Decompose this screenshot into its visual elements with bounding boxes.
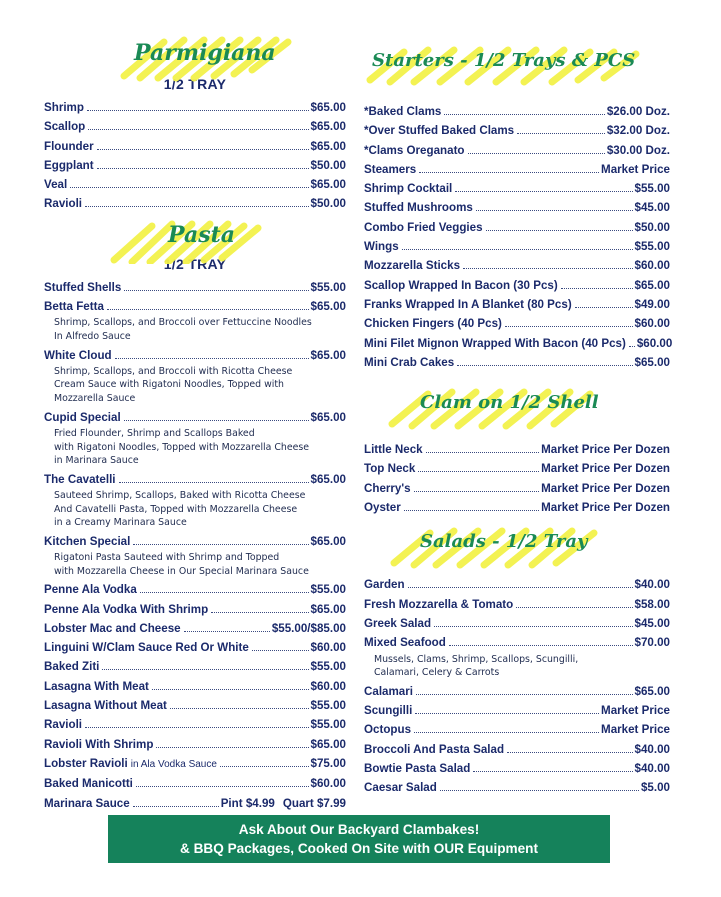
menu-item	[364, 759, 670, 778]
menu-item	[44, 98, 346, 117]
menu-item-note: in Ala Vodka Sauce	[130, 758, 217, 770]
menu-item-name: Penne Ala Vodka With Shrimp	[44, 602, 209, 616]
menu-item	[364, 440, 670, 459]
menu-item-price: $65.00	[310, 737, 346, 751]
description-line: Mussels, Clams, Shrimp, Scallops, Scungilli,	[374, 653, 579, 665]
dot-leader	[211, 612, 308, 613]
parmigiana-banner	[44, 36, 346, 76]
menu-item	[44, 600, 346, 619]
menu-item-name: Marinara Sauce	[44, 796, 130, 810]
menu-item-description	[374, 653, 670, 680]
menu-item-name: Scallop Wrapped In Bacon (30 Pcs)	[364, 278, 558, 292]
description-line: In Alfredo Sauce	[54, 330, 131, 342]
description-line: in Marinara Sauce	[54, 455, 139, 467]
menu-item	[364, 740, 670, 759]
menu-item	[364, 614, 670, 633]
dot-leader	[119, 482, 309, 483]
dot-leader	[473, 771, 632, 772]
menu-item	[364, 121, 670, 140]
menu-item-price: $60.00	[636, 336, 673, 350]
menu-item	[44, 638, 346, 657]
menu-item-name: Mixed Seafood	[364, 636, 446, 650]
dot-leader	[457, 365, 632, 366]
description-line: Cream Sauce with Rigatoni Noodles, Topped with	[54, 379, 284, 391]
menu-item-name: Shrimp Cocktail	[364, 182, 453, 196]
dot-leader	[444, 114, 605, 115]
dot-leader	[402, 249, 633, 250]
menu-item	[364, 701, 670, 720]
menu-item-price: $60.00	[310, 641, 346, 655]
dot-leader	[156, 747, 308, 748]
menu-item-price: $60.00	[634, 317, 670, 331]
menu-item	[364, 198, 670, 217]
starters-list	[364, 102, 673, 372]
menu-item-price: $40.00	[634, 742, 670, 756]
menu-item	[44, 194, 346, 213]
pasta-list	[44, 278, 346, 813]
menu-item-description	[54, 365, 346, 406]
menu-item-price: $65.00	[310, 410, 346, 424]
dot-leader	[575, 307, 633, 308]
dot-leader	[476, 210, 633, 211]
menu-item-price: $50.00	[634, 220, 670, 234]
menu-item-name: Lasagna Without Meat	[44, 699, 167, 713]
dot-leader	[414, 732, 599, 733]
menu-item	[44, 774, 346, 793]
dot-leader	[507, 752, 633, 753]
menu-item	[44, 794, 346, 813]
description-line: Shrimp, Scallops, and Broccoli over Fettuccine Noodles	[54, 317, 312, 329]
menu-item-price: $65.00	[310, 472, 346, 486]
menu-item-description	[54, 316, 346, 343]
menu-item-price: $65.00	[310, 348, 346, 362]
menu-item-name: Top Neck	[364, 462, 416, 476]
dot-leader	[115, 358, 309, 359]
dot-leader	[184, 631, 270, 632]
menu-item-price: Market Price	[601, 723, 670, 737]
menu-item-name: Combo Fried Veggies	[364, 220, 483, 234]
description-line: Mozzarella Sauce	[54, 393, 136, 405]
dot-leader	[170, 708, 309, 709]
menu-item	[44, 657, 346, 676]
menu-item-name: Octopus	[364, 723, 412, 737]
menu-item-price: Pint $4.99	[220, 796, 275, 810]
dot-leader	[88, 129, 308, 130]
menu-item-price: $70.00	[634, 636, 670, 650]
menu-item-name: Veal	[44, 178, 68, 192]
menu-item-price: $55.00	[310, 699, 346, 713]
menu-item	[44, 297, 346, 316]
pasta-subtitle: 1/2 TRAY	[163, 255, 227, 272]
menu-item	[364, 633, 670, 652]
menu-item-name: Mini Filet Mignon Wrapped With Bacon (40 Pcs)	[364, 336, 626, 350]
parmigiana-title: Parmigiana	[134, 40, 276, 66]
dot-leader	[629, 346, 635, 347]
dot-leader	[419, 172, 599, 173]
salads-list	[364, 575, 670, 797]
menu-item-name: Ravioli	[44, 718, 83, 732]
menu-item	[364, 256, 670, 275]
dot-leader	[415, 713, 599, 714]
dot-leader	[414, 491, 540, 492]
menu-item-price: $55.00	[634, 240, 670, 254]
description-line: Calamari, Celery & Carrots	[374, 667, 500, 679]
menu-item-description	[54, 551, 346, 578]
clams-list	[364, 440, 670, 517]
dot-leader	[516, 607, 632, 608]
menu-item-name: Wings	[364, 240, 399, 254]
menu-item-price: $65.00	[310, 139, 346, 153]
menu-item	[44, 137, 346, 156]
menu-item	[44, 117, 346, 136]
menu-item-name: Penne Ala Vodka	[44, 583, 137, 597]
dot-leader	[152, 689, 309, 690]
menu-item	[364, 459, 670, 478]
menu-item	[44, 715, 346, 734]
pasta-title: Pasta	[168, 221, 236, 248]
menu-item-price: Market Price Per Dozen	[541, 501, 670, 515]
menu-item-name: Fresh Mozzarella & Tomato	[364, 597, 514, 611]
dot-leader	[418, 471, 539, 472]
menu-item-name: Eggplant	[44, 158, 94, 172]
clams-title: Clam on 1/2 Shell	[420, 392, 599, 414]
menu-item-price: $55.00	[310, 583, 346, 597]
menu-item-name: *Over Stuffed Baked Clams	[364, 124, 515, 138]
dot-leader	[468, 153, 605, 154]
menu-item	[44, 619, 346, 638]
menu-item-name: Broccoli And Pasta Salad	[364, 742, 505, 756]
menu-item-name: Lasagna With Meat	[44, 679, 149, 693]
menu-item	[44, 677, 346, 696]
pasta-banner	[44, 218, 346, 256]
menu-item-name: Greek Salad	[364, 616, 432, 630]
menu-item-name: Cherry's	[364, 481, 411, 495]
dot-leader	[416, 694, 633, 695]
dot-leader	[486, 230, 633, 231]
menu-item	[364, 720, 670, 739]
menu-item-name: Flounder	[44, 139, 94, 153]
dot-leader	[140, 592, 309, 593]
parmigiana-list	[44, 98, 346, 214]
menu-item	[44, 754, 346, 774]
menu-item	[364, 498, 670, 517]
dot-leader	[107, 309, 309, 310]
menu-item	[44, 175, 346, 194]
menu-item-price: $65.00	[310, 178, 346, 192]
menu-item	[44, 696, 346, 715]
dot-leader	[449, 645, 633, 646]
dot-leader	[133, 544, 308, 545]
menu-item-price: $30.00 Doz.	[606, 143, 670, 157]
description-line: Shrimp, Scallops, and Broccoli with Ricotta Cheese	[54, 365, 293, 377]
menu-item	[364, 778, 670, 797]
dot-leader	[124, 420, 309, 421]
dot-leader	[70, 187, 308, 188]
dot-leader	[124, 290, 308, 291]
menu-item-price: $75.00	[310, 756, 346, 770]
dot-leader	[561, 288, 633, 289]
dot-leader	[87, 110, 309, 111]
menu-item-price: Market Price	[601, 704, 670, 718]
menu-item	[364, 314, 670, 333]
menu-item	[364, 141, 670, 160]
menu-item-price: $50.00	[310, 197, 346, 211]
dot-leader	[404, 510, 539, 511]
menu-item-name: Shrimp	[44, 101, 84, 114]
menu-item-name: Stuffed Shells	[44, 280, 122, 294]
dot-leader	[440, 790, 639, 791]
menu-item-price: $55.00	[310, 660, 346, 674]
menu-item-price: Market Price Per Dozen	[541, 481, 670, 495]
left-column	[44, 36, 346, 813]
starters-banner	[364, 40, 670, 102]
menu-item-price: $55.00	[310, 718, 346, 732]
menu-item-price: $60.00	[634, 259, 670, 273]
menu-item	[364, 353, 670, 372]
menu-item	[44, 470, 346, 489]
menu-item-price: $26.00 Doz.	[606, 105, 670, 118]
menu-item-price: $65.00	[634, 355, 670, 369]
menu-item-price: $58.00	[634, 597, 670, 611]
dot-leader	[408, 587, 633, 588]
menu-item-price: $65.00	[310, 602, 346, 616]
menu-item	[44, 156, 346, 175]
menu-item	[364, 160, 670, 179]
dot-leader	[252, 650, 309, 651]
menu-item-price: $45.00	[634, 616, 670, 630]
menu-item-price: $65.00	[310, 101, 346, 114]
menu-item-name: Ravioli	[44, 197, 83, 211]
menu-item-name: Franks Wrapped In A Blanket (80 Pcs)	[364, 297, 572, 311]
menu-item	[364, 575, 670, 594]
menu-item	[44, 346, 346, 365]
dot-leader	[102, 669, 308, 670]
menu-item-name: Chicken Fingers (40 Pcs)	[364, 317, 502, 331]
dot-leader	[85, 727, 309, 728]
dot-leader	[434, 626, 633, 627]
description-line: Sauteed Shrimp, Scallops, Baked with Ricotta Cheese	[54, 490, 306, 502]
footer-line-1: Ask About Our Backyard Clambakes!	[238, 822, 480, 837]
menu-item-price-2: Quart $7.99	[282, 796, 346, 810]
description-line: with Rigatoni Noodles, Topped with Mozzarella Cheese	[54, 441, 310, 453]
clambake-footer-banner	[108, 815, 610, 863]
salads-title: Salads - 1/2 Tray	[420, 531, 588, 553]
menu-item-name: Cupid Special	[44, 410, 121, 424]
menu-item-name: Mini Crab Cakes	[364, 355, 455, 369]
menu-item-name: Garden	[364, 578, 405, 592]
menu-item-name: Caesar Salad	[364, 781, 437, 795]
menu-item-price: $5.00	[640, 781, 670, 795]
menu-item-name: Kitchen Special	[44, 534, 131, 548]
menu-item-name: Baked Ziti	[44, 660, 100, 674]
menu-item-price: $65.00	[310, 534, 346, 548]
menu-item	[364, 682, 670, 701]
menu-item-name: Little Neck	[364, 443, 423, 457]
menu-item-name: Steamers	[364, 162, 417, 176]
menu-item-name: Mozzarella Sticks	[364, 259, 461, 273]
dot-leader	[220, 766, 309, 767]
dot-leader	[426, 452, 539, 453]
menu-item-price: $50.00	[310, 158, 346, 172]
menu-item-name: White Cloud	[44, 348, 112, 362]
menu-item-price: $60.00	[310, 777, 346, 791]
menu-item-name: The Cavatelli	[44, 472, 116, 486]
menu-item	[44, 580, 346, 599]
menu-item-name: Calamari	[364, 684, 413, 698]
menu-item-price: $45.00	[634, 201, 670, 215]
menu-item	[364, 102, 670, 121]
menu-item	[364, 276, 670, 295]
dot-leader	[517, 133, 605, 134]
parmigiana-subtitle: 1/2 TRAY	[163, 76, 227, 92]
menu-item-name: Oyster	[364, 501, 401, 515]
menu-item	[44, 532, 346, 551]
description-line: And Cavatelli Pasta, Topped with Mozzarella Cheese	[54, 503, 298, 515]
menu-item-name: Lobster Mac and Cheese	[44, 621, 181, 635]
menu-item-price: $32.00 Doz.	[606, 124, 670, 138]
menu-item-name: Scungilli	[364, 704, 413, 718]
starters-title: Starters - 1/2 Trays & PCS	[372, 50, 636, 71]
menu-item-name: Lobster Ravioli	[44, 756, 128, 770]
menu-item-price: $49.00	[634, 297, 670, 311]
menu-item-description	[54, 427, 346, 468]
menu-item-price: $40.00	[634, 761, 670, 775]
menu-item-price: $55.00	[310, 280, 346, 294]
dot-leader	[136, 786, 309, 787]
description-line: Rigatoni Pasta Sauteed with Shrimp and Topped	[54, 552, 280, 564]
menu-item	[364, 479, 670, 498]
menu-item-name: *Clams Oreganato	[364, 143, 465, 157]
menu-item	[364, 334, 673, 353]
dot-leader	[97, 149, 309, 150]
menu-item-price: $55.00	[634, 182, 670, 196]
menu-item	[364, 237, 670, 256]
menu-item-price: Market Price Per Dozen	[541, 462, 670, 476]
menu-item-name: Bowtie Pasta Salad	[364, 761, 471, 775]
menu-item-name: Ravioli With Shrimp	[44, 737, 154, 751]
menu-item-price: $55.00/$85.00	[271, 621, 346, 635]
menu-item	[364, 295, 670, 314]
right-column	[364, 40, 673, 798]
menu-item-price: $60.00	[310, 679, 346, 693]
menu-item-name: Baked Manicotti	[44, 777, 133, 791]
dot-leader	[463, 268, 633, 269]
menu-item-price: $65.00	[310, 300, 346, 314]
menu-item	[44, 408, 346, 427]
description-line: Fried Flounder, Shrimp and Scallops Baked	[54, 427, 255, 439]
menu-item-price: $40.00	[634, 578, 670, 592]
description-line: in a Creamy Marinara Sauce	[54, 517, 187, 529]
footer-line-2: & BBQ Packages, Cooked On Site with OUR Equipment	[179, 841, 539, 856]
dot-leader	[455, 191, 632, 192]
menu-item-price: $65.00	[634, 684, 670, 698]
menu-item-price: Market Price	[601, 162, 670, 176]
menu-item	[44, 278, 346, 297]
menu-item-name: Betta Fetta	[44, 300, 104, 314]
menu-item-name: *Baked Clams	[364, 105, 442, 118]
dot-leader	[97, 168, 309, 169]
menu-item-name: Linguini W/Clam Sauce Red Or White	[44, 641, 249, 655]
description-line: with Mozzarella Cheese in Our Special Marinara Sauce	[54, 565, 309, 577]
menu-item-price: Market Price Per Dozen	[541, 443, 670, 457]
clams-banner	[364, 384, 670, 440]
menu-item-price: $65.00	[310, 120, 346, 134]
salads-banner	[364, 523, 670, 575]
dot-leader	[85, 206, 309, 207]
menu-item-price: $65.00	[634, 278, 670, 292]
menu-item-description	[54, 489, 346, 530]
menu-item-name: Stuffed Mushrooms	[364, 201, 473, 215]
menu-item	[364, 179, 670, 198]
dot-leader	[133, 806, 219, 807]
menu-item	[44, 735, 346, 754]
dot-leader	[505, 326, 633, 327]
menu-item-name: Scallop	[44, 120, 86, 134]
menu-item	[364, 218, 670, 237]
menu-item	[364, 595, 670, 614]
